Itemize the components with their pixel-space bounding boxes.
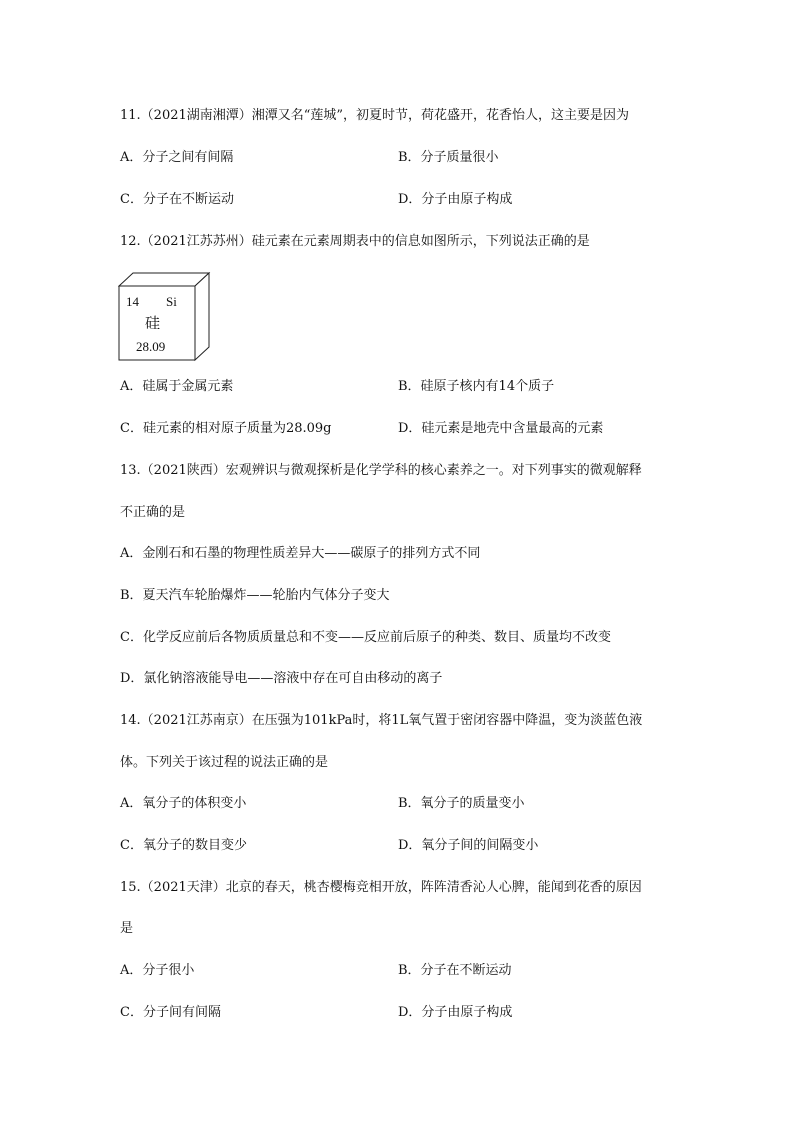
question-11-stem: 11.（2021湖南湘潭）湘潭又名“莲城”，初夏时节，荷花盛开，花香怡人，这主要是因为: [120, 108, 630, 123]
question-13-stem-line-1: 13.（2021陕西）宏观辨识与微观探析是化学学科的核心素养之一。对下列事实的微观解释: [120, 463, 642, 478]
question-15-stem-line-2: 是: [120, 921, 134, 936]
question-14-stem-line-1: 14.（2021江苏南京）在压强为101kPa时，将1L氧气置于密闭容器中降温，变为淡蓝色液: [120, 713, 643, 728]
question-11-option-c[interactable]: C．分子在不断运动: [120, 192, 234, 207]
question-15-option-c[interactable]: C．分子间有间隔: [120, 1005, 221, 1020]
element-name: 硅: [145, 314, 161, 332]
question-12-option-a[interactable]: A．硅属于金属元素: [120, 379, 234, 394]
question-14-stem-line-2: 体。下列关于该过程的说法正确的是: [120, 755, 329, 770]
question-11-option-d[interactable]: D．分子由原子构成: [398, 192, 513, 207]
question-15-option-b[interactable]: B．分子在不断运动: [398, 963, 512, 978]
atomic-mass: 28.09: [136, 339, 166, 354]
question-13-option-a[interactable]: A．金刚石和石墨的物理性质差异大——碳原子的排列方式不同: [120, 546, 481, 561]
question-13-stem-line-2: 不正确的是: [120, 505, 186, 520]
question-13-option-d[interactable]: D．氯化钠溶液能导电——溶液中存在可自由移动的离子: [120, 671, 443, 686]
question-11-option-b[interactable]: B．分子质量很小: [398, 150, 499, 165]
question-14-option-d[interactable]: D．氧分子间的间隔变小: [398, 838, 539, 853]
question-13-option-b[interactable]: B．夏天汽车轮胎爆炸——轮胎内气体分子变大: [120, 588, 390, 603]
question-15-stem-line-1: 15.（2021天津）北京的春天，桃杏樱梅竞相开放，阵阵清香沁人心脾，能闻到花香的原因: [120, 880, 642, 895]
question-12-option-d[interactable]: D．硅元素是地壳中含量最高的元素: [398, 421, 604, 436]
question-14-option-c[interactable]: C．氧分子的数目变少: [120, 838, 247, 853]
question-12-option-b[interactable]: B．硅原子核内有14个质子: [398, 379, 555, 394]
question-12-stem: 12.（2021江苏苏州）硅元素在元素周期表中的信息如图所示，下列说法正确的是: [120, 234, 590, 249]
element-cube-outline: [118, 272, 213, 362]
question-11-option-a[interactable]: A．分子之间有间隔: [120, 150, 234, 165]
atomic-number: 14: [126, 294, 139, 309]
question-13-option-c[interactable]: C．化学反应前后各物质质量总和不变——反应前后原子的种类、数目、质量均不改变: [120, 630, 611, 645]
silicon-element-card: [118, 272, 213, 362]
question-15-option-d[interactable]: D．分子由原子构成: [398, 1005, 513, 1020]
question-12-option-c[interactable]: C．硅元素的相对原子质量为28.09g: [120, 421, 332, 436]
question-15-option-a[interactable]: A．分子很小: [120, 963, 195, 978]
element-symbol: Si: [166, 294, 177, 309]
question-14-option-b[interactable]: B．氧分子的质量变小: [398, 796, 525, 811]
question-14-option-a[interactable]: A．氧分子的体积变小: [120, 796, 247, 811]
